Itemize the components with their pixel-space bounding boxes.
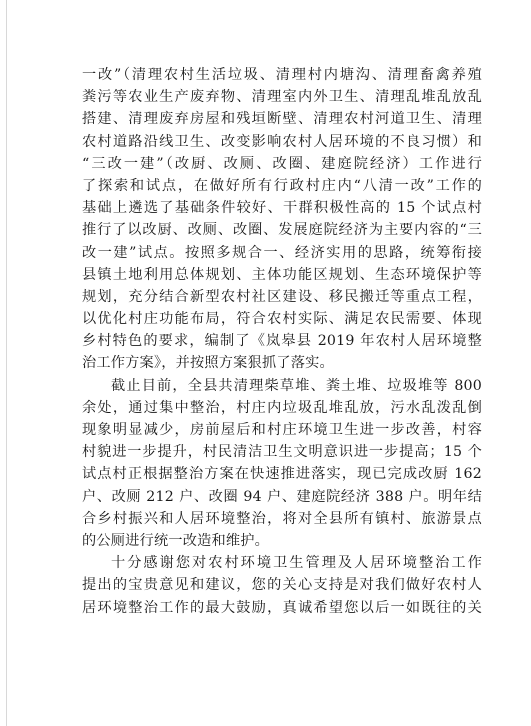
text-line: 推行了以改厨、改厕、改圈、发展庭院经济为主要内容的“三 xyxy=(82,222,482,239)
text-line: 乡村特色的要求，编制了《岚皋县 2019 年农村人居环境整 xyxy=(82,333,482,350)
text-line: 截止目前，全县共清理柴草堆、粪土堆、垃圾堆等 800 xyxy=(111,377,482,394)
text-line: “三改一建”（改厨、改厕、改圈、建庭院经济）工作进行 xyxy=(82,155,482,172)
text-line: 试点村正根据整治方案在快速推进落实，现已完成改厨 162 xyxy=(82,466,482,483)
text-line: 了探索和试点，在做好所有行政村庄内“八清一改”工作的 xyxy=(82,177,482,194)
paragraph-3 xyxy=(82,552,482,619)
text-line: 县镇土地利用总体规划、主体功能区规划、生态环境保护等 xyxy=(82,266,482,283)
text-line: 基础上遴选了基础条件较好、干群积极性高的 15 个试点村 xyxy=(82,200,482,217)
text-line: 一改”（清理农村生活垃圾、清理村内塘沟、清理畜禽养殖 xyxy=(82,67,482,83)
text-line: 提出的宝贵意见和建议，您的关心支持是对我们做好农村人 xyxy=(82,577,482,594)
paragraph-2 xyxy=(82,375,482,553)
text-line: 以优化村庄功能布局，符合农村实际、满足农民需要、体现 xyxy=(82,311,482,328)
text-line: 治工作方案》，并按照方案狠抓了落实。 xyxy=(82,355,334,372)
document-body xyxy=(82,64,482,619)
paragraph-1 xyxy=(82,64,482,375)
text-line: 粪污等农业生产废弃物、清理室内外卫生、清理乱堆乱放乱 xyxy=(82,89,482,106)
text-line: 规划，充分结合新型农村社区建设、移民搬迁等重点工程， xyxy=(82,288,482,305)
text-line: 搭建、清理废弃房屋和残垣断壁、清理农村河道卫生、清理 xyxy=(82,111,482,128)
text-line: 村貌进一步提升，村民清洁卫生文明意识进一步提高；15 个 xyxy=(82,444,482,461)
text-line: 改一建”试点。按照多规合一、经济实用的思路，统筹衔接 xyxy=(82,244,482,261)
text-line: 十分感谢您对农村环境卫生管理及人居环境整治工作 xyxy=(111,555,482,572)
left-margin-border xyxy=(0,0,7,726)
text-line: 的公厕进行统一改造和维护。 xyxy=(82,532,270,549)
text-line: 农村道路沿线卫生、改变影响农村人居环境的不良习惯）和 xyxy=(82,133,482,150)
text-line: 居环境整治工作的最大鼓励，真诚希望您以后一如既往的关 xyxy=(82,599,482,616)
text-line: 户、改厕 212 户、改圈 94 户、建庭院经济 388 户。明年结 xyxy=(82,488,482,505)
text-line: 现象明显减少，房前屋后和村庄环境卫生进一步改善，村容 xyxy=(82,422,482,438)
text-line: 余处，通过集中整治，村庄内垃圾乱堆乱放，污水乱泼乱倒 xyxy=(82,399,482,416)
text-line: 合乡村振兴和人居环境整治，将对全县所有镇村、旅游景点 xyxy=(82,510,482,527)
